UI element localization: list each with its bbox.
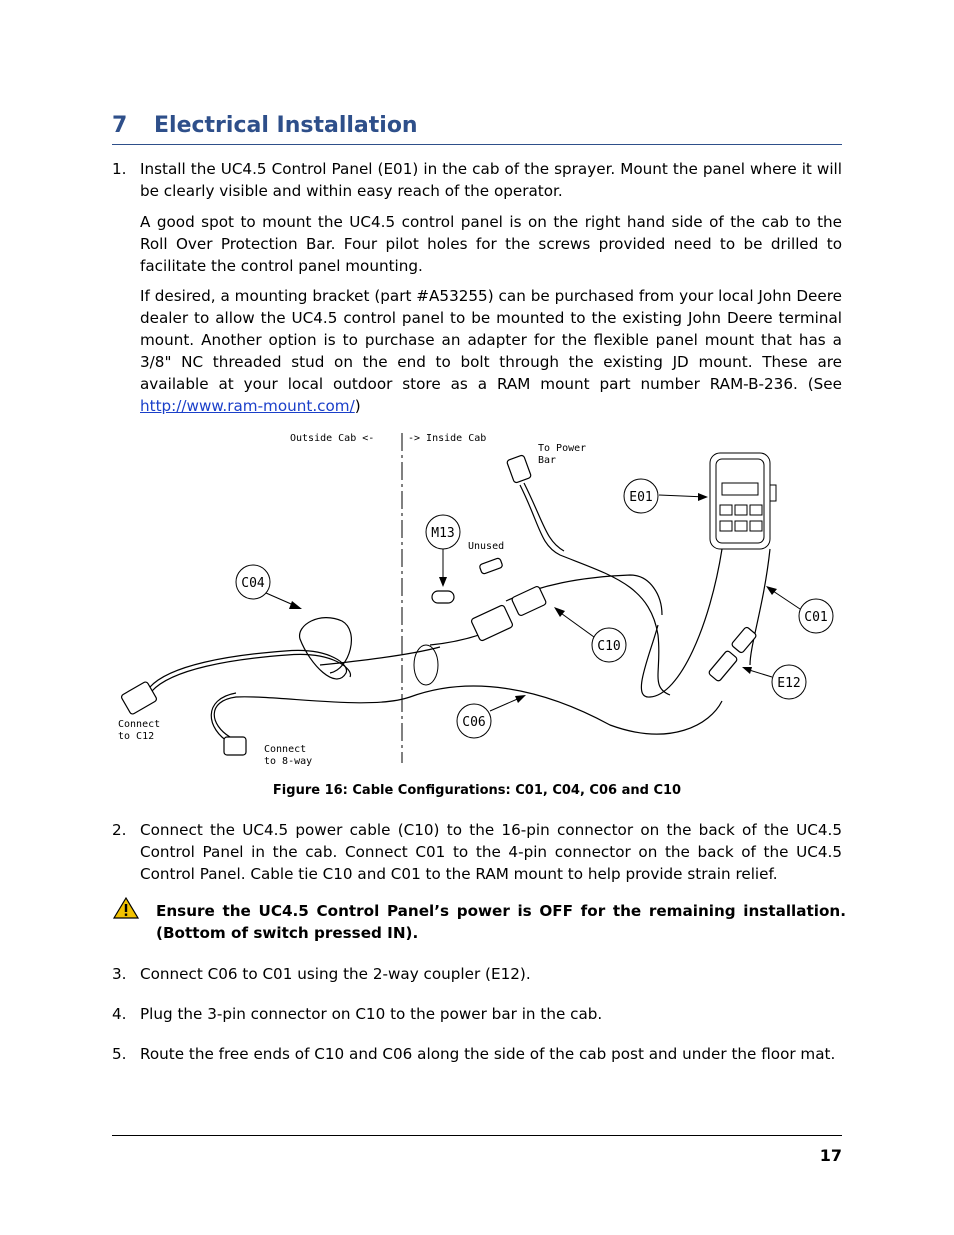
step-1-paragraph-1: Install the UC4.5 Control Panel (E01) in the cab of the sprayer. Mount the panel where it will be clearly visible and within easy reach of the operator. [140,160,842,200]
connect-c12-label-2: to C12 [118,731,155,742]
c06-label: C06 [462,715,486,730]
step-1-paragraph-3-text: If desired, a mounting bracket (part #A53255) can be purchased from your local John Deere dealer to allow the UC4.5 control panel to be mounted to the existing John Deere terminal mount. Another option is to purchase an adapter for the flexible panel mount that has a 3/8" NC threaded stud on the end to bolt through the existing JD mount. These are available at your local outdoor store as a RAM mount part number RAM-B-236. (See [140,287,842,393]
connect-c12-label: Connect [118,719,161,730]
connect-8way-label: Connect [264,744,307,755]
c10-label: C10 [597,639,621,654]
step-5-text: Route the free ends of C10 and C06 along the side of the cab post and under the floor mat. [140,1045,836,1063]
step-number: 4. [112,1005,127,1023]
c01-connector [731,626,757,653]
ram-mount-link[interactable]: http://www.ram-mount.com/ [140,397,355,415]
inside-cab-label: -> Inside Cab [408,433,487,444]
e01-label: E01 [629,490,653,505]
to-power-label-2: Bar [538,455,557,466]
warning-icon [112,896,140,920]
c01-label: C01 [804,610,828,625]
unused-label: Unused [468,541,505,552]
e12-coupler [708,650,738,682]
cable-configuration-figure [110,425,840,775]
outside-cab-label: Outside Cab <- [290,433,375,444]
to-power-label: To Power [538,443,587,454]
control-panel-e01 [710,453,776,549]
step-3-text: Connect C06 to C01 using the 2-way coupler (E12). [140,965,531,983]
step-number: 3. [112,965,127,983]
pass-through-ring [414,645,438,685]
connect-8way-label-2: to 8-way [264,756,313,767]
step-2-text: Connect the UC4.5 power cable (C10) to the 16-pin connector on the back of the UC4.5 Control Panel in the cab. Connect C01 to the 4-pin connector on the back of the UC4.5 Control Panel. Cable tie C10 and C01 to the RAM mount to help provide strain relief. [140,821,842,883]
eight-way-plug [224,737,246,755]
page-number: 17 [819,1146,842,1165]
section-number: 7 [112,113,128,138]
step-4-text: Plug the 3-pin connector on C10 to the power bar in the cab. [140,1005,603,1023]
c10-connector [511,586,547,617]
step-number: 5. [112,1045,127,1063]
c04-label: C04 [241,576,265,591]
m13-label: M13 [431,526,455,541]
step-number: 1. [112,160,127,178]
c12-plug [121,681,158,715]
m13-grommet [432,591,454,603]
e12-label: E12 [777,676,801,691]
footer-rule [112,1135,842,1136]
warning-text: Ensure the UC4.5 Control Panel’s power is OFF for the remaining installation. (Bottom of switch pressed IN). [156,902,846,942]
link-suffix: ) [354,397,361,415]
step-number: 2. [112,821,127,839]
step-1-paragraph-2: A good spot to mount the UC4.5 control panel is on the right hand side of the cab to the Roll Over Protection Bar. Four pilot holes for the screws provided need to be drilled to facilitate the control panel mounting. [140,213,842,275]
step-1-paragraph-3 [140,285,842,417]
figure-caption: Figure 16: Cable Configurations: C01, C04, C06 and C10 [272,783,682,798]
power-plug [506,455,531,484]
unused-connector [479,558,503,575]
section-title: Electrical Installation [154,113,418,138]
section-heading [112,112,842,145]
